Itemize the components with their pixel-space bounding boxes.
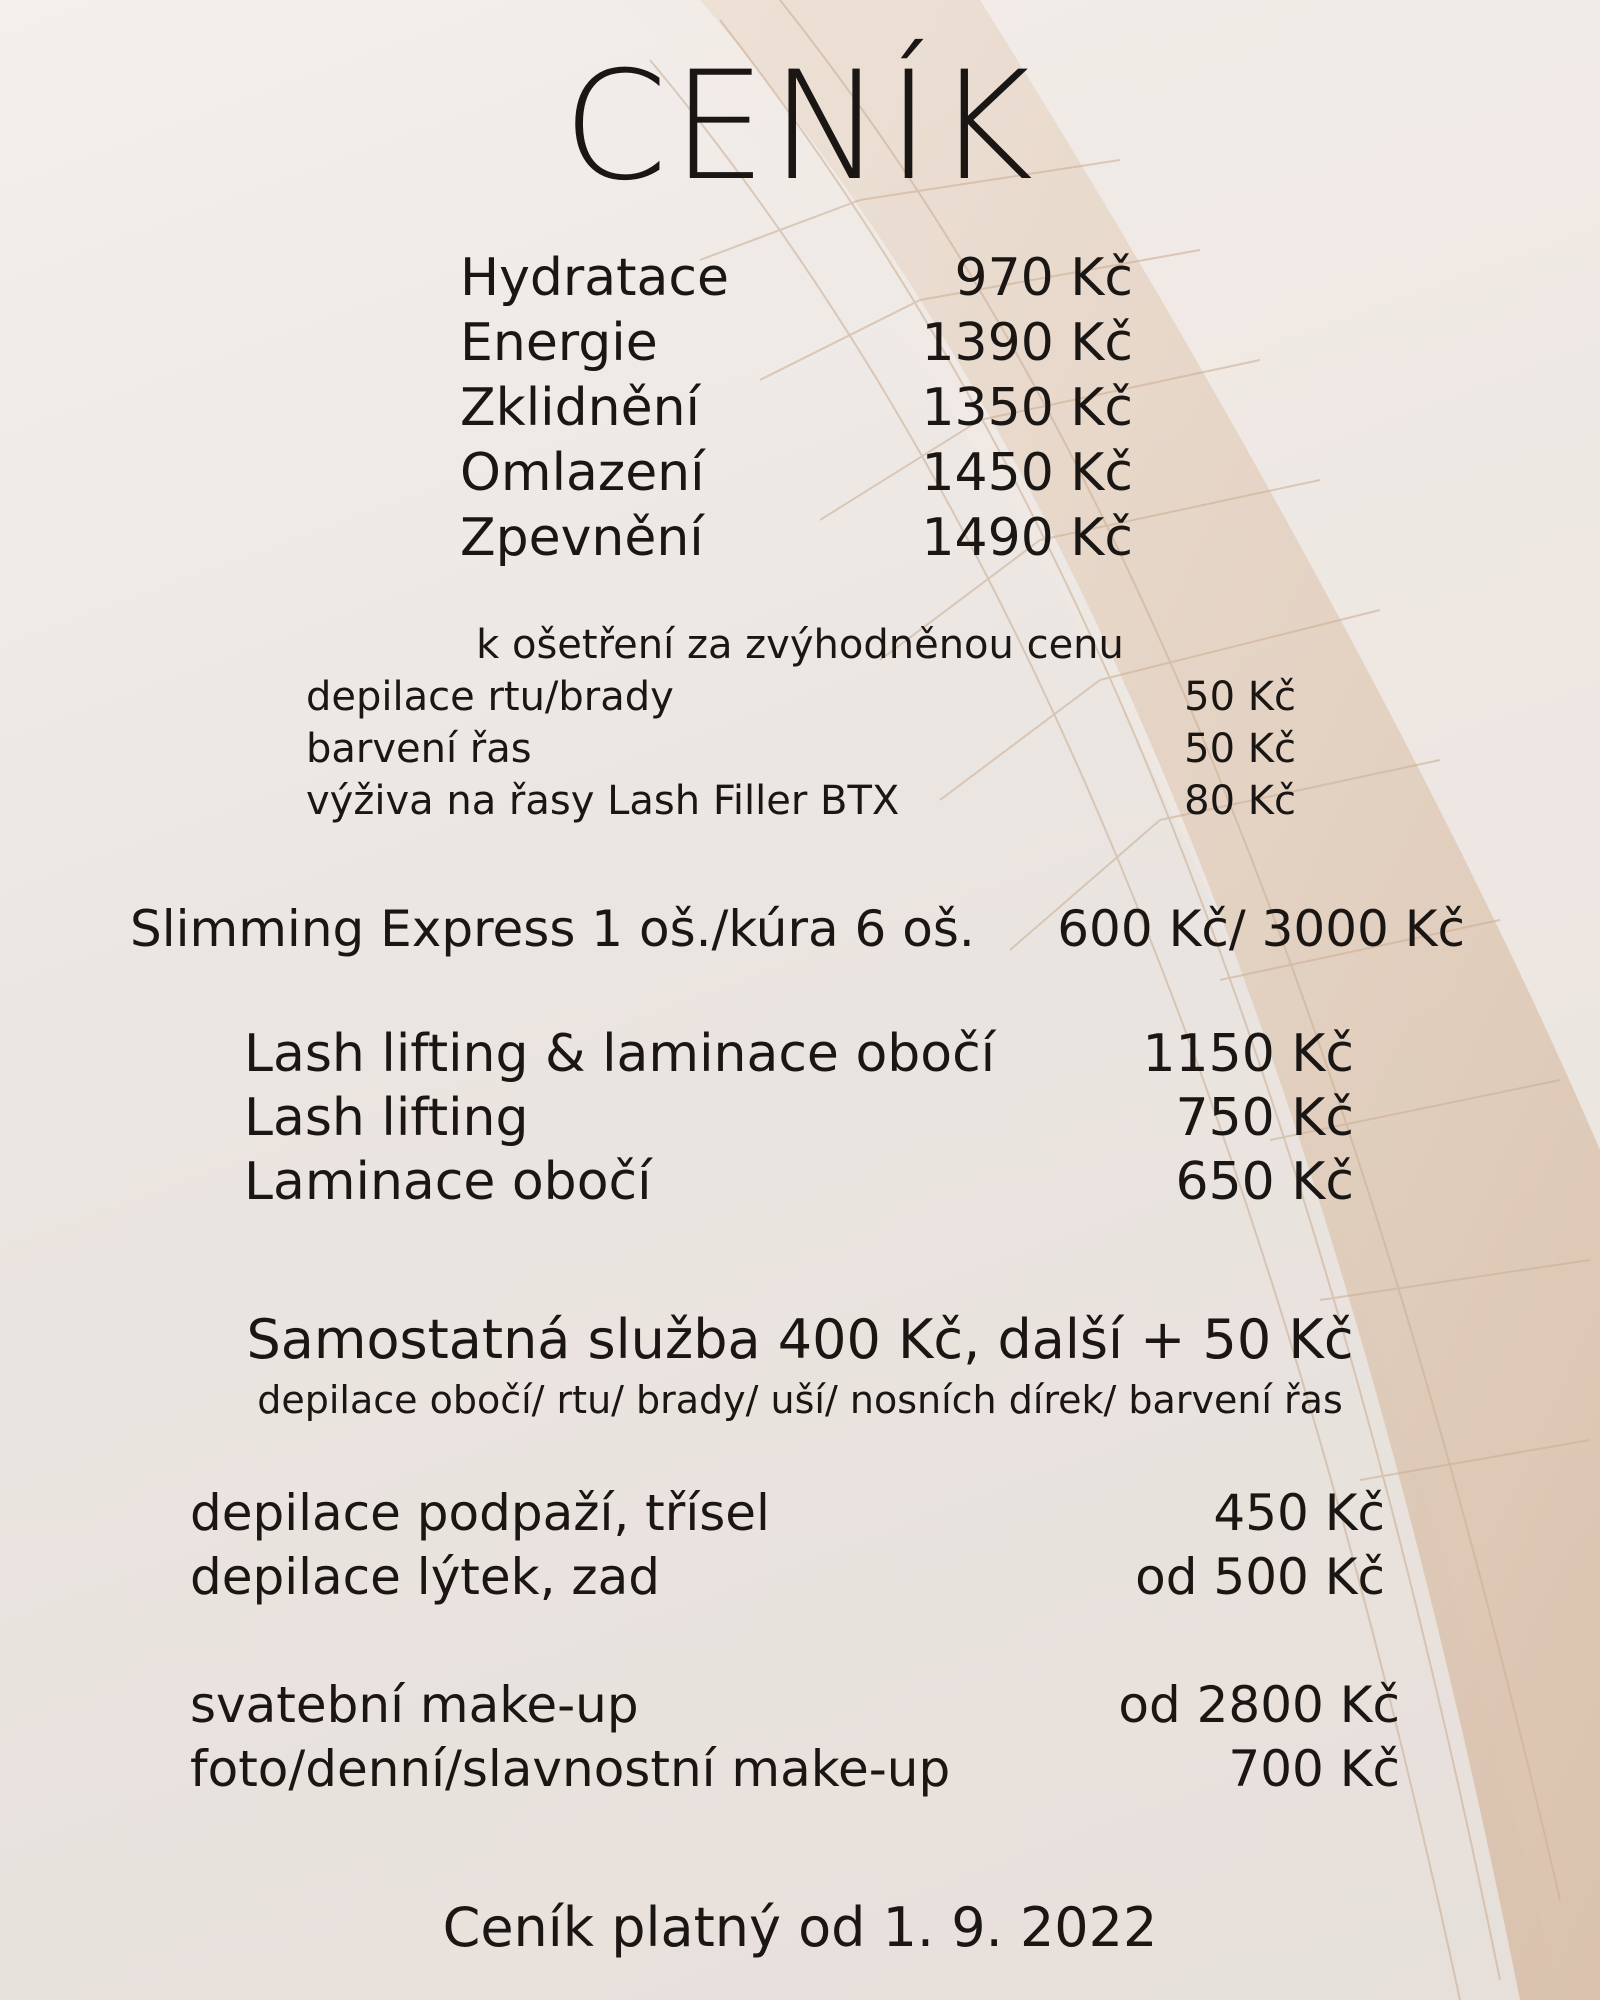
price-row bbox=[130, 900, 1465, 958]
service-name: depilace podpaží, třísel bbox=[190, 1484, 770, 1542]
price-row bbox=[244, 1152, 1354, 1212]
price-row bbox=[190, 1548, 1385, 1606]
service-price: 1390 Kč bbox=[921, 313, 1133, 373]
price-row bbox=[306, 674, 1296, 720]
service-name: Energie bbox=[460, 313, 658, 373]
service-name: Hydratace bbox=[460, 248, 729, 308]
service-name: Lash lifting & laminace obočí bbox=[244, 1024, 996, 1084]
service-price: 650 Kč bbox=[1175, 1152, 1354, 1212]
price-row bbox=[190, 1484, 1385, 1542]
service-price: 1350 Kč bbox=[921, 378, 1133, 438]
price-row bbox=[460, 248, 1133, 308]
service-price: 1490 Kč bbox=[921, 508, 1133, 568]
price-row bbox=[244, 1088, 1354, 1148]
service-price: 970 Kč bbox=[954, 248, 1133, 308]
price-row bbox=[244, 1024, 1354, 1084]
service-name: depilace rtu/brady bbox=[306, 674, 674, 720]
single-service-line: Samostatná služba 400 Kč, další + 50 Kč bbox=[246, 1308, 1354, 1371]
service-price: 80 Kč bbox=[1184, 778, 1296, 824]
page-title: CENÍK bbox=[562, 40, 1038, 214]
single-service-detail: depilace obočí/ rtu/ brady/ uší/ nosních dírek/ barvení řas bbox=[257, 1378, 1343, 1422]
service-price: 50 Kč bbox=[1184, 726, 1296, 772]
service-price: od 500 Kč bbox=[1135, 1548, 1385, 1606]
price-row bbox=[190, 1676, 1400, 1734]
service-name: barvení řas bbox=[306, 726, 532, 772]
service-name: Slimming Express 1 oš./kúra 6 oš. bbox=[130, 900, 975, 958]
service-price: 450 Kč bbox=[1213, 1484, 1385, 1542]
service-price: 600 Kč/ 3000 Kč bbox=[1057, 900, 1465, 958]
service-name: Zpevnění bbox=[460, 508, 704, 568]
service-name: Omlazení bbox=[460, 443, 705, 503]
service-price: 1150 Kč bbox=[1142, 1024, 1354, 1084]
price-row bbox=[460, 508, 1133, 568]
service-name: výživa na řasy Lash Filler BTX bbox=[306, 778, 900, 824]
price-row bbox=[306, 778, 1296, 824]
service-name: svatební make-up bbox=[190, 1676, 639, 1734]
service-price: 1450 Kč bbox=[921, 443, 1133, 503]
price-row bbox=[306, 726, 1296, 772]
service-price: 50 Kč bbox=[1184, 674, 1296, 720]
service-price: 700 Kč bbox=[1228, 1740, 1400, 1798]
service-name: foto/denní/slavnostní make-up bbox=[190, 1740, 951, 1798]
valid-from-footer: Ceník platný od 1. 9. 2022 bbox=[442, 1896, 1158, 1959]
service-price: 750 Kč bbox=[1175, 1088, 1354, 1148]
price-row bbox=[460, 443, 1133, 503]
price-row bbox=[460, 378, 1133, 438]
price-row bbox=[460, 313, 1133, 373]
service-price: od 2800 Kč bbox=[1118, 1676, 1400, 1734]
service-name: Lash lifting bbox=[244, 1088, 529, 1148]
service-name: Laminace obočí bbox=[244, 1152, 652, 1212]
addons-heading: k ošetření za zvýhodněnou cenu bbox=[476, 622, 1124, 668]
service-name: Zklidnění bbox=[460, 378, 700, 438]
service-name: depilace lýtek, zad bbox=[190, 1548, 661, 1606]
price-row bbox=[190, 1740, 1400, 1798]
